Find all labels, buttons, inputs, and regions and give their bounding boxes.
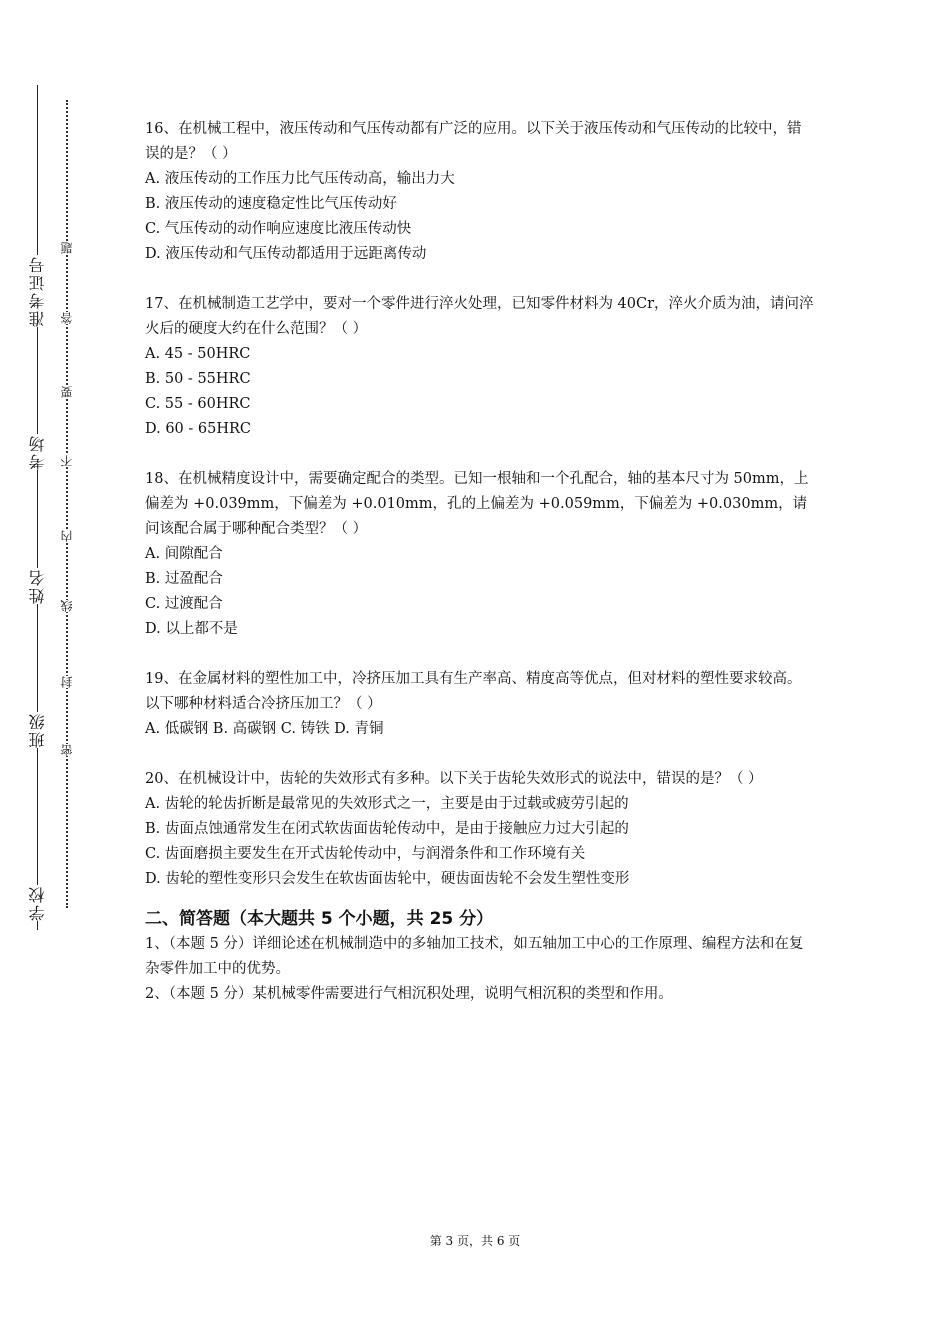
binding-margin (0, 0, 100, 1344)
question-stem: 16、在机械工程中，液压传动和气压传动都有广泛的应用。以下关于液压传动和气压传动的比较中，错误的是？（ ） (145, 121, 802, 162)
section-title: 二、简答题（本大题共 5 个小题，共 25 分） (145, 909, 494, 929)
question-18 (145, 467, 815, 642)
seal-char: 内 (57, 530, 77, 542)
binding-dotted-line (66, 100, 68, 908)
option-a: A. 液压传动的工作压力比气压传动高，输出力大 (145, 171, 455, 187)
option-d: D. 60 - 65HRC (145, 421, 252, 437)
question-19 (145, 667, 815, 742)
option-b: B. 50 - 55HRC (145, 371, 251, 387)
question-stem: 20、在机械设计中，齿轮的失效形式有多种。以下关于齿轮失效形式的说法中，错误的是？（ ） (145, 771, 763, 787)
question-17 (145, 292, 815, 442)
seal-char: 线 (57, 600, 77, 612)
short-answer-1: 1、（本题 5 分）详细论述在机械制造中的多轴加工技术，如五轴加工中心的工作原理、编程方法和在复杂零件加工中的优势。 (145, 936, 804, 977)
option-d: D. 以上都不是 (145, 621, 238, 637)
field-class: 班级 (22, 712, 54, 748)
option-a: A. 间隙配合 (145, 546, 223, 562)
short-answer-2: 2、（本题 5 分）某机械零件需要进行气相沉积处理，说明气相沉积的类型和作用。 (145, 986, 673, 1002)
question-16 (145, 117, 815, 267)
seal-char: 要 (57, 386, 77, 398)
binding-solid-line (37, 85, 38, 930)
exam-content (145, 117, 815, 1007)
option-c: C. 55 - 60HRC (145, 396, 251, 412)
seal-char: 答 (57, 312, 77, 324)
short-answer-section (145, 906, 815, 1007)
seal-char: 题 (57, 242, 77, 254)
option-c: C. 齿面磨损主要发生在开式齿轮传动中，与润滑条件和工作环境有关 (145, 846, 586, 862)
option-a: A. 齿轮的轮齿折断是最常见的失效形式之一，主要是由于过载或疲劳引起的 (145, 796, 629, 812)
option-d: D. 齿轮的塑性变形只会发生在软齿面齿轮中，硬齿面齿轮不会发生塑性变形 (145, 871, 630, 887)
question-stem: 17、在机械制造工艺学中，要对一个零件进行淬火处理，已知零件材料为 40Cr，淬火介质为油，请问淬火后的硬度大约在什么范围？（ ） (145, 296, 814, 337)
option-c: C. 气压传动的动作响应速度比液压传动快 (145, 221, 412, 237)
option-c: C. 过渡配合 (145, 596, 223, 612)
question-20 (145, 767, 815, 892)
option-b: B. 液压传动的速度稳定性比气压传动好 (145, 196, 397, 212)
field-name: 姓名 (22, 568, 54, 604)
options-inline: A. 低碳钢 B. 高碳钢 C. 铸铁 D. 青铜 (145, 721, 384, 737)
option-d: D. 液压传动和气压传动都适用于远距离传动 (145, 246, 427, 262)
question-stem: 19、在金属材料的塑性加工中，冷挤压加工具有生产率高、精度高等优点，但对材料的塑性要求较高。以下哪种材料适合冷挤压加工？（ ） (145, 671, 802, 712)
question-stem: 18、在机械精度设计中，需要确定配合的类型。已知一根轴和一个孔配合，轴的基本尺寸为 50mm，上偏差为 +0.039mm，下偏差为 +0.010mm，孔的上偏差为 +0.059mm，下偏差为 +0.030mm，请问该配合属于哪种配合类型？（ ） (145, 471, 809, 537)
field-school: 学校 (22, 885, 54, 921)
field-exam-room: 考场 (22, 434, 54, 470)
option-b: B. 过盈配合 (145, 571, 223, 587)
seal-char: 密 (57, 744, 77, 756)
option-b: B. 齿面点蚀通常发生在闭式软齿面齿轮传动中，是由于接触应力过大引起的 (145, 821, 629, 837)
option-a: A. 45 - 50HRC (145, 346, 251, 362)
seal-char: 不 (57, 455, 77, 467)
seal-char: 封 (57, 676, 77, 688)
page-footer: 第 3 页，共 6 页 (429, 1234, 521, 1248)
field-exam-number: 准考证号 (22, 255, 54, 327)
